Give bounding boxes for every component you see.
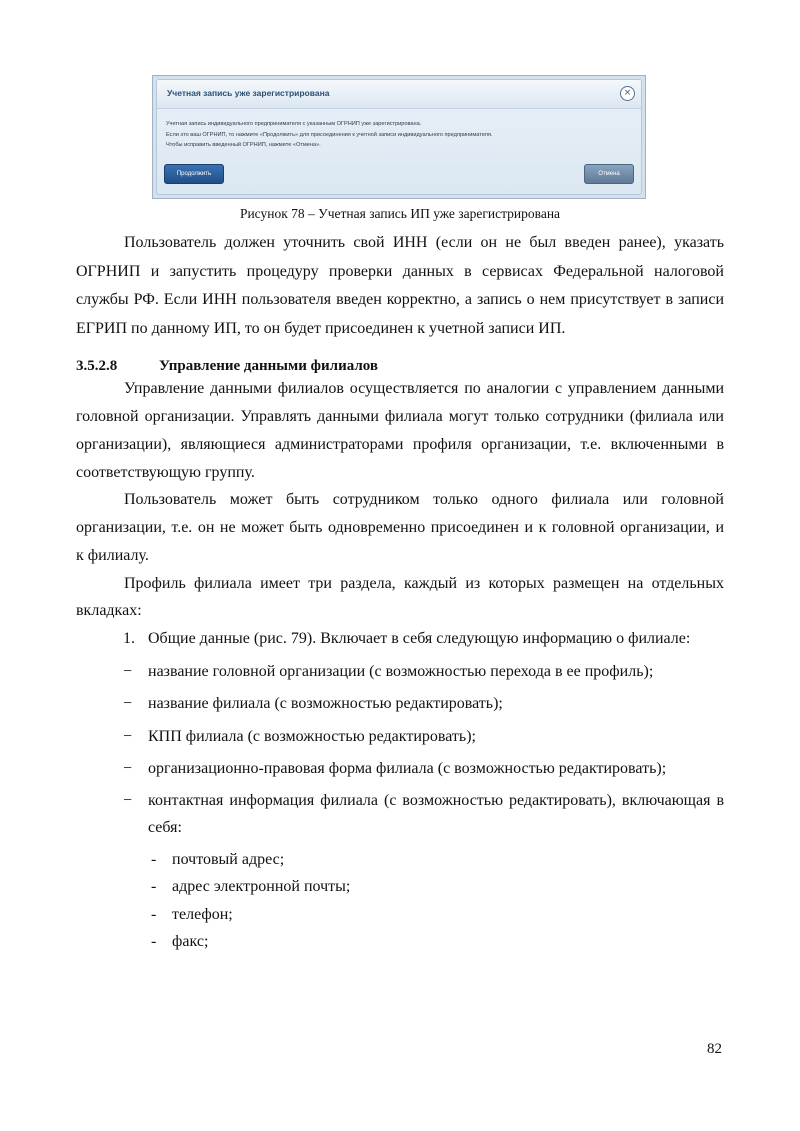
sub-list-item: почтовый адрес; [172,851,285,868]
sub-marker: - [151,933,157,950]
sub-marker: - [151,906,157,923]
dialog-window [156,79,642,195]
figure-caption: Рисунок 78 – Учетная запись ИП уже зарегистрирована [239,206,561,221]
dash-marker: − [123,728,133,745]
sub-marker: - [151,851,157,868]
section-heading [76,358,378,375]
list-item: название филиала (с возможностью редактировать); [148,695,503,712]
text-line: организации), являющиеся администраторами профиля организации, т.е. включенными в [76,436,724,453]
text-line: вкладках: [76,602,142,619]
text-line: Пользователь может быть сотрудником только одного филиала или головной [124,491,724,508]
text-line: ЕГРИП по данному ИП, то он будет присоединен к учетной записи ИП. [76,320,566,337]
section-number: 3.5.2.8 [76,358,118,374]
dialog-message-line: Чтобы исправить введенный ОГРНИП, нажмите «Отмена». [166,142,321,148]
page-number: 82 [707,1041,722,1057]
dash-marker: − [123,792,133,809]
section-title: Управление данными филиалов [159,358,378,374]
text-line: к филиалу. [76,547,149,564]
continue-button[interactable]: Продолжить [164,164,224,184]
list-item: организационно-правовая форма филиала (с возможностью редактировать); [148,760,667,777]
sub-list-item: факс; [172,933,209,950]
dash-marker: − [123,760,133,777]
list-item-text: Общие данные (рис. 79). Включает в себя следующую информацию о филиале: [148,630,691,647]
list-marker: 1. [123,630,135,647]
text-line: Пользователь должен уточнить свой ИНН (если он не был введен ранее), указать [124,234,724,251]
list-item: КПП филиала (с возможностью редактировать); [148,728,476,745]
dialog-message [157,109,641,151]
text-line: организации, т.е. он не может быть одновременно присоединен и к головной организации, и [76,519,724,536]
text-line: службы РФ. Если ИНН пользователя введен корректно, а запись о нем присутствует в записи [76,291,724,308]
list-item-continuation: себя: [148,819,182,836]
dash-marker: − [123,695,133,712]
text-line: ОГРНИП и запустить процедуру проверки данных в сервисах Федеральной налоговой [76,263,724,280]
text-line: Профиль филиала имеет три раздела, каждый из которых размещен на отдельных [124,575,724,592]
sub-list-item: адрес электронной почты; [172,878,351,895]
figure-screenshot [152,75,646,199]
sub-list-item: телефон; [172,906,233,923]
text-line: головной организации. Управлять данными филиала могут только сотрудники (филиала или [76,408,724,425]
close-icon[interactable]: × [620,86,635,101]
text-line: соответствующую группу. [76,464,255,481]
dash-marker: − [123,663,133,680]
cancel-button[interactable]: Отмена [584,164,634,184]
sub-marker: - [151,878,157,895]
dialog-message-line: Учетная запись индивидуального предпринимателя с указанным ОГРНИП уже зарегистрирована. [166,121,422,127]
dialog-message-line: Если это ваш ОГРНИП, то нажмите «Продолжить» для присоединения к учетной записи индивидуального предпринимателя. [166,131,493,138]
text-line: Управление данными филиалов осуществляется по аналогии с управлением данными [124,380,724,397]
dialog-header [157,80,641,109]
list-item: контактная информация филиала (с возможностью редактировать), включающая в [148,792,724,809]
dialog-title: Учетная запись уже зарегистрирована [167,88,330,98]
list-item: название головной организации (с возможностью перехода в ее профиль); [148,663,654,680]
